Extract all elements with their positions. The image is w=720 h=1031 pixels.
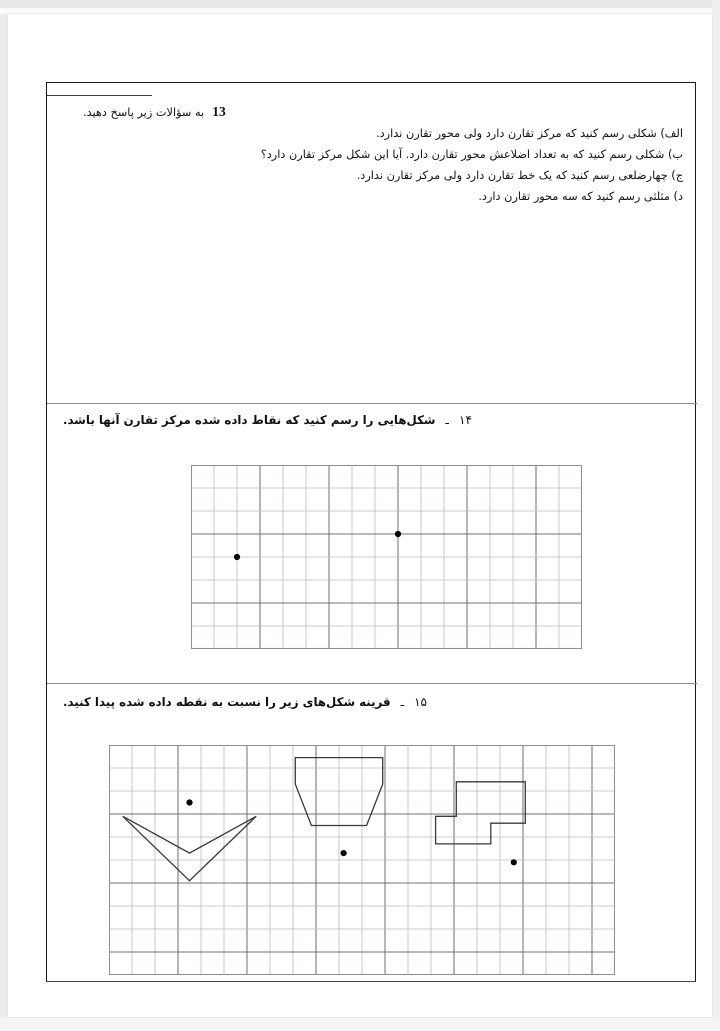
scan-edge-top bbox=[0, 0, 720, 8]
shape-double-chevron-part-1 bbox=[123, 816, 256, 853]
exercise-13-item-a: الف) شکلی رسم کنید که مرکز تقارن دارد ولی محور تقارن ندارد. bbox=[376, 127, 683, 140]
scan-edge-right bbox=[712, 0, 720, 1031]
center-dot-left bbox=[234, 554, 240, 560]
exercise-13-item-c: ج) چهارضلعی رسم کنید که یک خط تقارن دارد ولی مرکز تقارن ندارد. bbox=[356, 169, 683, 182]
svg15-lines bbox=[109, 745, 615, 975]
exercise-14-number: ۱۴ bbox=[459, 413, 472, 427]
frame-stub-rule bbox=[47, 95, 152, 96]
scan-edge-bottom bbox=[0, 1017, 720, 1031]
figure-15-canvas bbox=[109, 745, 615, 975]
svg14-lines bbox=[191, 465, 582, 649]
scan-edge-left bbox=[0, 14, 8, 1017]
figure-14-canvas bbox=[191, 465, 582, 649]
figure-15-grid bbox=[109, 745, 615, 965]
exercise-15-heading bbox=[63, 695, 683, 709]
section-divider-1 bbox=[47, 403, 697, 404]
exercise-13-prompt-row bbox=[83, 101, 683, 123]
exercise-13-item-d: د) مثلثی رسم کنید که سه محور تقارن دارد. bbox=[478, 190, 683, 203]
exercise-15-dash: ـ bbox=[400, 695, 405, 709]
exercise-13-number: 13 bbox=[212, 104, 226, 119]
exercise-15-prompt: قرینه شکل‌های زیر را نسبت به نقطه داده شده پیدا کنید. bbox=[63, 695, 391, 709]
dot-shape-1 bbox=[186, 799, 192, 805]
shape-double-chevron-part-2 bbox=[123, 816, 256, 880]
exercise-frame bbox=[46, 82, 696, 982]
exercise-15-number: ۱۵ bbox=[414, 695, 427, 709]
exercise-14-prompt: شکل‌هایی را رسم کنید که نقاط داده شده مرکز تقارن آنها باشد. bbox=[63, 413, 436, 427]
section-divider-2 bbox=[47, 683, 697, 684]
worksheet-page bbox=[8, 14, 712, 1017]
dot-shape-3 bbox=[511, 859, 517, 865]
exercise-13-prompt: به سؤالات زیر پاسخ دهید. bbox=[83, 106, 205, 119]
exercise-14-heading bbox=[63, 413, 683, 427]
exercise-13-item-b: ب) شکلی رسم کنید که به تعداد اضلاعش محور تقارن دارد. آیا این شکل مرکز تقارن دارد؟ bbox=[260, 148, 683, 161]
exercise-13 bbox=[83, 101, 683, 207]
dot-shape-2 bbox=[341, 850, 347, 856]
exercise-14-dash: ـ bbox=[445, 413, 450, 427]
center-dot-right bbox=[395, 531, 401, 537]
figure-14-grid bbox=[191, 465, 587, 649]
